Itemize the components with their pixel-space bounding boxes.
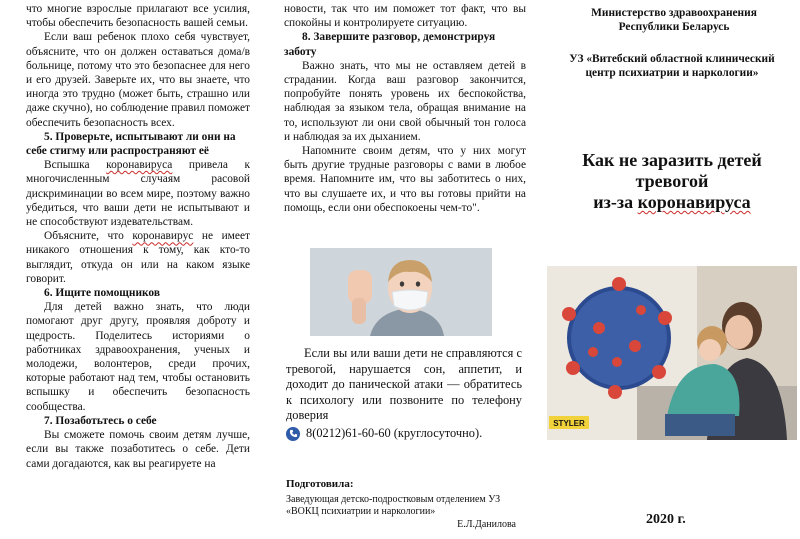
paragraph: Напомните своим детям, что у них могут быть другие трудные разговоры с вами в любое время. Напомните им, что вы заботитесь о них, что вы слушаете их, и что вы готовы прийти на помощь, если они обеспокоены чем-то". — [284, 145, 526, 214]
photo-tag: STYLER — [553, 419, 585, 428]
paragraph: Вспышка коронавируса привела к многочисленным случаям расовой дискриминации во всем мире, поэтому важно убедиться, что ваши дети не испытывают и не способствуют издевательствам. — [26, 159, 250, 229]
hotline — [286, 426, 522, 442]
child-illustration — [310, 248, 492, 336]
help-text: Если вы или ваши дети не справляются с тревогой, нарушается сон, аппетит, и доходит до панической атаки — обратитесь к психологу или позвоните по телефону доверия — [286, 346, 522, 423]
brochure-title — [548, 150, 796, 213]
paragraph: Для детей важно знать, что люди помогают друг другу, проявляя доброту и щедрость. Поделитесь историями о работниках здравоохранения, ученых и молодежи, волонтеров, среди прочих, которые работают над тем, чтобы остановить вспышку и обеспечить безопасность сообщества. — [26, 301, 250, 413]
center-line: УЗ «Витебский областной клинический — [569, 53, 775, 65]
paragraph: новости, так что им поможет тот факт, что вы спокойны и контролируете ситуацию. — [284, 3, 526, 30]
title-line: тревогой — [635, 171, 709, 191]
ministry-line: Республики Беларусь — [618, 21, 730, 33]
ministry-header — [560, 6, 788, 34]
child-with-mask-photo — [310, 248, 492, 336]
title-line: из-за коронавируса — [593, 192, 751, 212]
help-block — [286, 346, 522, 442]
cover-illustration — [547, 266, 797, 440]
paragraph: Объясните, что коронавирус не имеет никакого отношения к тому, как кто-то выглядит, откуда он или на каком языке говорит. — [26, 230, 250, 285]
ministry-line: Министерство здравоохранения — [591, 7, 757, 19]
section-heading: 5. Проверьте, испытывают ли они на себе стигму или распространяют её — [26, 130, 236, 158]
prepared-by — [286, 478, 534, 531]
phone-icon — [286, 427, 300, 441]
center-line: центр психиатрии и наркологии» — [585, 67, 759, 79]
paragraph: Вы сможете помочь своим детям лучше, если вы также позаботитесь о себе. Дети сами догадаются, как вы реагируете на — [26, 429, 250, 470]
phone-number[interactable]: 8(0212)61-60-60 (круглосуточно). — [306, 425, 483, 440]
section-heading: 7. Позаботьтесь о себе — [44, 414, 157, 427]
year: 2020 г. — [646, 512, 686, 527]
paragraph: что многие взрослые прилагают все усилия, чтобы обеспечить безопасность вашей семьи. — [26, 3, 250, 30]
column-left — [0, 0, 258, 539]
center-header — [550, 52, 794, 80]
mother-child-virus-photo — [547, 266, 797, 440]
section-heading: 6. Ищите помощников — [44, 287, 160, 300]
paragraph: Важно знать, что мы не оставляем детей в страдании. Когда ваш разговор закончится, попробуйте понять уровень их беспокойства, наблюдая за языком тела, обращая внимание на то, используют ли они свой обычный тон голоса и наблюдая за их дыханием. — [284, 59, 526, 143]
prepared-label: Подготовила: — [286, 478, 354, 490]
paragraph: Если ваш ребенок плохо себя чувствует, объясните, что он должен оставаться дома/в больнице, потому что это безопаснее для него и его друзей. Заверьте их, что вы знаете, что иногда это трудно (может быть, страшно или даже скучно), но соблюдение правил поможет обеспечить безопасность всех. — [26, 31, 250, 129]
prepared-author: Е.Л.Данилова — [457, 518, 516, 530]
prepared-position: Заведующая детско-подростковым отделением УЗ «ВОКЦ психиатрии и наркологии» — [286, 493, 501, 518]
section-heading: 8. Завершите разговор, демонстрируя заботу — [284, 31, 496, 58]
title-line: Как не заразить детей — [582, 150, 762, 170]
